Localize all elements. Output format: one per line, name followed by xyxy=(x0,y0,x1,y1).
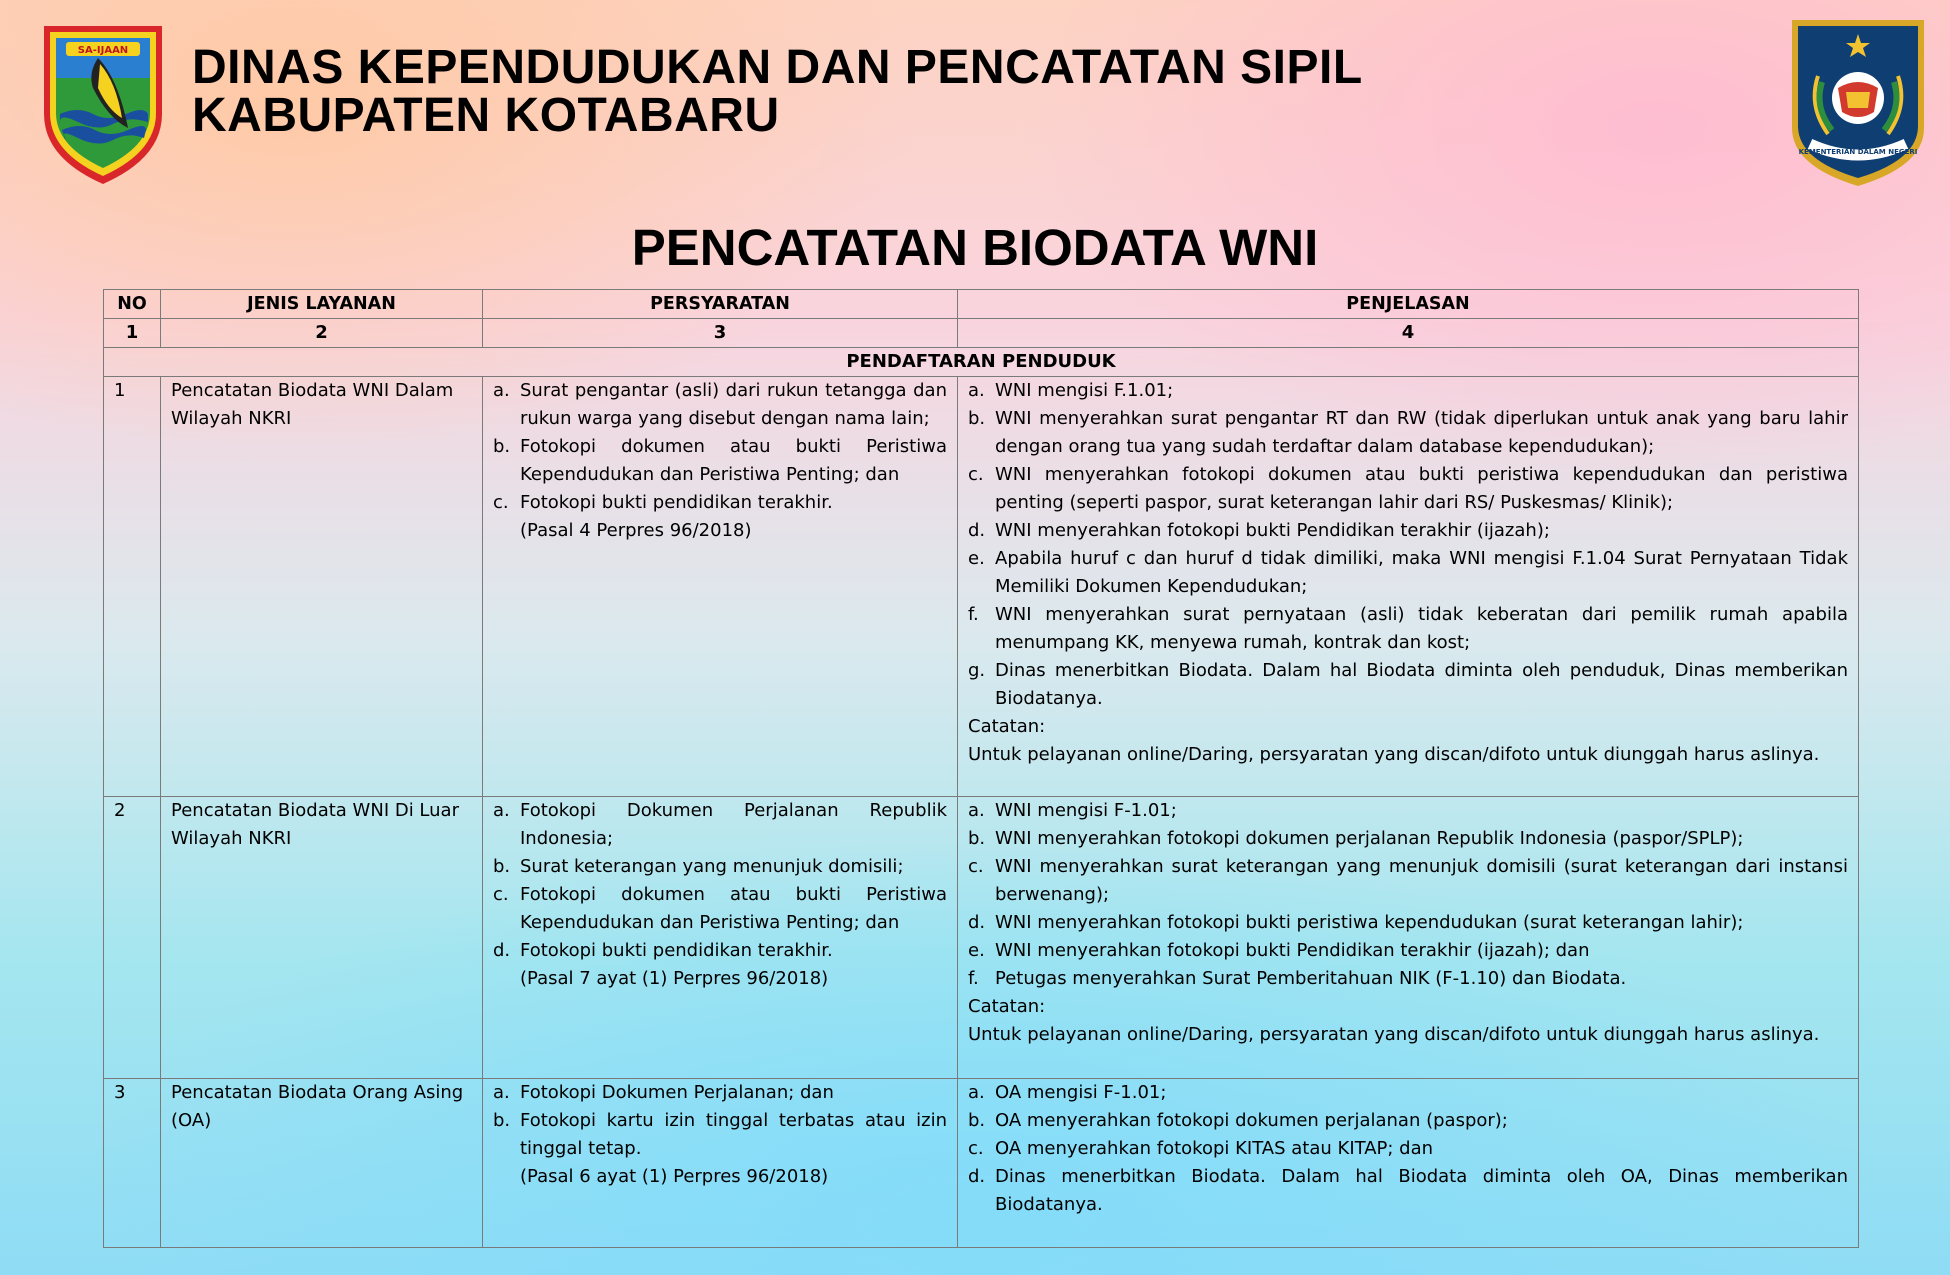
column-number: 4 xyxy=(958,319,1859,348)
explanation-list xyxy=(968,1079,1848,1219)
list-marker: b. xyxy=(493,856,511,877)
list-marker: c. xyxy=(493,492,509,513)
list-marker: d. xyxy=(493,940,511,961)
kotabaru-logo xyxy=(38,18,168,188)
service-name: Pencatatan Biodata WNI Dalam Wilayah NKRI xyxy=(161,377,483,797)
note-text: Untuk pelayanan online/Daring, persyaratan yang discan/difoto untuk diunggah harus aslinya. xyxy=(968,1024,1820,1045)
service-name: Pencatatan Biodata WNI Di Luar Wilayah NKRI xyxy=(161,797,483,1079)
list-text: Fotokopi dokumen atau bukti Peristiwa Kependudukan dan Peristiwa Penting; dan xyxy=(520,884,947,933)
section-row xyxy=(104,348,1859,377)
list-text: Fotokopi dokumen atau bukti Peristiwa Kependudukan dan Peristiwa Penting; dan xyxy=(520,436,947,485)
list-item xyxy=(968,601,1848,657)
column-header-requirements: PERSYARATAN xyxy=(483,290,958,319)
list-text: WNI menyerahkan fotokopi bukti peristiwa kependudukan (surat keterangan lahir); xyxy=(995,912,1744,933)
note-label: Catatan: xyxy=(968,996,1046,1017)
list-text: WNI mengisi F.1.01; xyxy=(995,380,1174,401)
kemendagri-logo xyxy=(1788,16,1928,188)
list-text: Apabila huruf c dan huruf d tidak dimiliki, maka WNI mengisi F.1.04 Surat Pernyataan Tidak Memiliki Dokumen Kependudukan; xyxy=(995,548,1848,597)
requirements-list xyxy=(493,797,947,965)
list-marker: a. xyxy=(968,800,985,821)
list-marker: c. xyxy=(968,1138,984,1159)
list-marker: a. xyxy=(968,380,985,401)
table-row xyxy=(104,797,1859,1079)
list-item xyxy=(493,433,947,489)
note-label: Catatan: xyxy=(968,716,1046,737)
list-marker: a. xyxy=(493,380,510,401)
list-marker: d. xyxy=(968,912,986,933)
list-text: OA menyerahkan fotokopi dokumen perjalanan (paspor); xyxy=(995,1110,1508,1131)
list-marker: b. xyxy=(968,1110,986,1131)
list-item xyxy=(493,853,947,881)
list-item xyxy=(968,909,1848,937)
column-header-explanation: PENJELASAN xyxy=(958,290,1859,319)
list-item xyxy=(968,517,1848,545)
column-header-service: JENIS LAYANAN xyxy=(161,290,483,319)
list-marker: e. xyxy=(968,940,985,961)
list-text: Surat keterangan yang menunjuk domisili; xyxy=(520,856,904,877)
organization-name xyxy=(192,41,1363,142)
page-title: PENCATATAN BIODATA WNI xyxy=(631,219,1319,276)
list-text: WNI menyerahkan surat keterangan yang menunjuk domisili (surat keterangan dari instansi berwenang); xyxy=(995,856,1848,905)
list-marker: b. xyxy=(493,436,511,457)
table-row xyxy=(104,1079,1859,1248)
list-item xyxy=(493,797,947,853)
kotabaru-logo-text: SA-IJAAN xyxy=(77,45,129,56)
list-text: WNI mengisi F-1.01; xyxy=(995,800,1177,821)
organization-line-1: DINAS KEPENDUDUKAN DAN PENCATATAN SIPIL xyxy=(192,41,1363,94)
list-item xyxy=(968,1107,1848,1135)
list-text: WNI menyerahkan fotokopi dokumen perjalanan Republik Indonesia (paspor/SPLP); xyxy=(995,828,1744,849)
list-text: Fotokopi bukti pendidikan terakhir. xyxy=(520,492,833,513)
list-marker: a. xyxy=(493,800,510,821)
list-text: Fotokopi Dokumen Perjalanan Republik Indonesia; xyxy=(520,800,947,849)
list-item xyxy=(968,461,1848,517)
list-marker: e. xyxy=(968,548,985,569)
list-marker: b. xyxy=(968,408,986,429)
legal-reference: (Pasal 6 ayat (1) Perpres 96/2018) xyxy=(520,1166,829,1187)
list-marker: a. xyxy=(968,1082,985,1103)
list-text: Surat pengantar (asli) dari rukun tetangga dan rukun warga yang disebut dengan nama lain; xyxy=(520,380,947,429)
list-marker: f. xyxy=(968,968,979,989)
list-marker: b. xyxy=(493,1110,511,1131)
column-number-row xyxy=(104,319,1859,348)
list-item xyxy=(493,377,947,433)
requirements-cell xyxy=(483,797,958,1079)
list-marker: c. xyxy=(968,856,984,877)
list-text: WNI menyerahkan surat pengantar RT dan RW (tidak diperlukan untuk anak yang baru lahir dengan orang tua yang sudah terdaftar dalam database kependudukan); xyxy=(995,408,1848,457)
list-text: WNI menyerahkan fotokopi dokumen atau bukti peristiwa kependudukan dan peristiwa penting (seperti paspor, surat keterangan lahir dari RS/ Puskesmas/ Klinik); xyxy=(995,464,1848,513)
list-marker: a. xyxy=(493,1082,510,1103)
list-item xyxy=(968,1135,1848,1163)
table-row xyxy=(104,377,1859,797)
legal-reference: (Pasal 4 Perpres 96/2018) xyxy=(520,520,752,541)
list-marker: c. xyxy=(968,464,984,485)
section-title: PENDAFTARAN PENDUDUK xyxy=(104,348,1859,377)
list-item xyxy=(968,797,1848,825)
requirements-cell xyxy=(483,1079,958,1248)
list-item xyxy=(968,657,1848,713)
row-number: 2 xyxy=(104,797,161,1079)
service-name: Pencatatan Biodata Orang Asing (OA) xyxy=(161,1079,483,1248)
column-number: 2 xyxy=(161,319,483,348)
list-item xyxy=(968,937,1848,965)
list-marker: g. xyxy=(968,660,986,681)
list-item xyxy=(493,881,947,937)
list-item xyxy=(968,1163,1848,1219)
list-item xyxy=(968,825,1848,853)
service-table xyxy=(103,289,1859,1248)
list-text: Dinas menerbitkan Biodata. Dalam hal Biodata diminta oleh OA, Dinas memberikan Biodatanya. xyxy=(995,1166,1848,1215)
list-item xyxy=(493,1079,947,1107)
organization-line-2: KABUPATEN KOTABARU xyxy=(192,89,780,142)
list-marker: d. xyxy=(968,520,986,541)
kemendagri-logo-text: KEMENTERIAN DALAM NEGERI xyxy=(1798,148,1918,156)
requirements-list xyxy=(493,377,947,517)
column-number: 1 xyxy=(104,319,161,348)
list-marker: d. xyxy=(968,1166,986,1187)
list-item xyxy=(968,545,1848,601)
list-text: Fotokopi Dokumen Perjalanan; dan xyxy=(520,1082,834,1103)
list-text: OA mengisi F-1.01; xyxy=(995,1082,1167,1103)
list-marker: c. xyxy=(493,884,509,905)
explanation-list xyxy=(968,797,1848,993)
explanation-list xyxy=(968,377,1848,713)
list-text: Petugas menyerahkan Surat Pemberitahuan NIK (F-1.10) dan Biodata. xyxy=(995,968,1627,989)
list-item xyxy=(968,965,1848,993)
column-number: 3 xyxy=(483,319,958,348)
column-header-no: NO xyxy=(104,290,161,319)
list-text: Fotokopi bukti pendidikan terakhir. xyxy=(520,940,833,961)
explanation-cell xyxy=(958,377,1859,797)
requirements-cell xyxy=(483,377,958,797)
list-text: WNI menyerahkan surat pernyataan (asli) tidak keberatan dari pemilik rumah apabila menumpang KK, menyewa rumah, kontrak dan kost; xyxy=(995,604,1848,653)
list-item xyxy=(493,489,947,517)
row-number: 1 xyxy=(104,377,161,797)
legal-reference: (Pasal 7 ayat (1) Perpres 96/2018) xyxy=(520,968,829,989)
list-item xyxy=(968,853,1848,909)
list-item xyxy=(493,937,947,965)
list-item xyxy=(493,1107,947,1163)
row-number: 3 xyxy=(104,1079,161,1248)
list-text: Dinas menerbitkan Biodata. Dalam hal Biodata diminta oleh penduduk, Dinas memberikan Biodatanya. xyxy=(995,660,1848,709)
explanation-cell xyxy=(958,797,1859,1079)
explanation-cell xyxy=(958,1079,1859,1248)
list-text: Fotokopi kartu izin tinggal terbatas atau izin tinggal tetap. xyxy=(520,1110,947,1159)
requirements-list xyxy=(493,1079,947,1163)
table-header-row xyxy=(104,290,1859,319)
list-item xyxy=(968,1079,1848,1107)
note-text: Untuk pelayanan online/Daring, persyaratan yang discan/difoto untuk diunggah harus aslinya. xyxy=(968,744,1820,765)
list-marker: b. xyxy=(968,828,986,849)
list-text: OA menyerahkan fotokopi KITAS atau KITAP; dan xyxy=(995,1138,1434,1159)
list-text: WNI menyerahkan fotokopi bukti Pendidikan terakhir (ijazah); xyxy=(995,520,1550,541)
list-item xyxy=(968,405,1848,461)
list-marker: f. xyxy=(968,604,979,625)
list-item xyxy=(968,377,1848,405)
list-text: WNI menyerahkan fotokopi bukti Pendidikan terakhir (ijazah); dan xyxy=(995,940,1590,961)
